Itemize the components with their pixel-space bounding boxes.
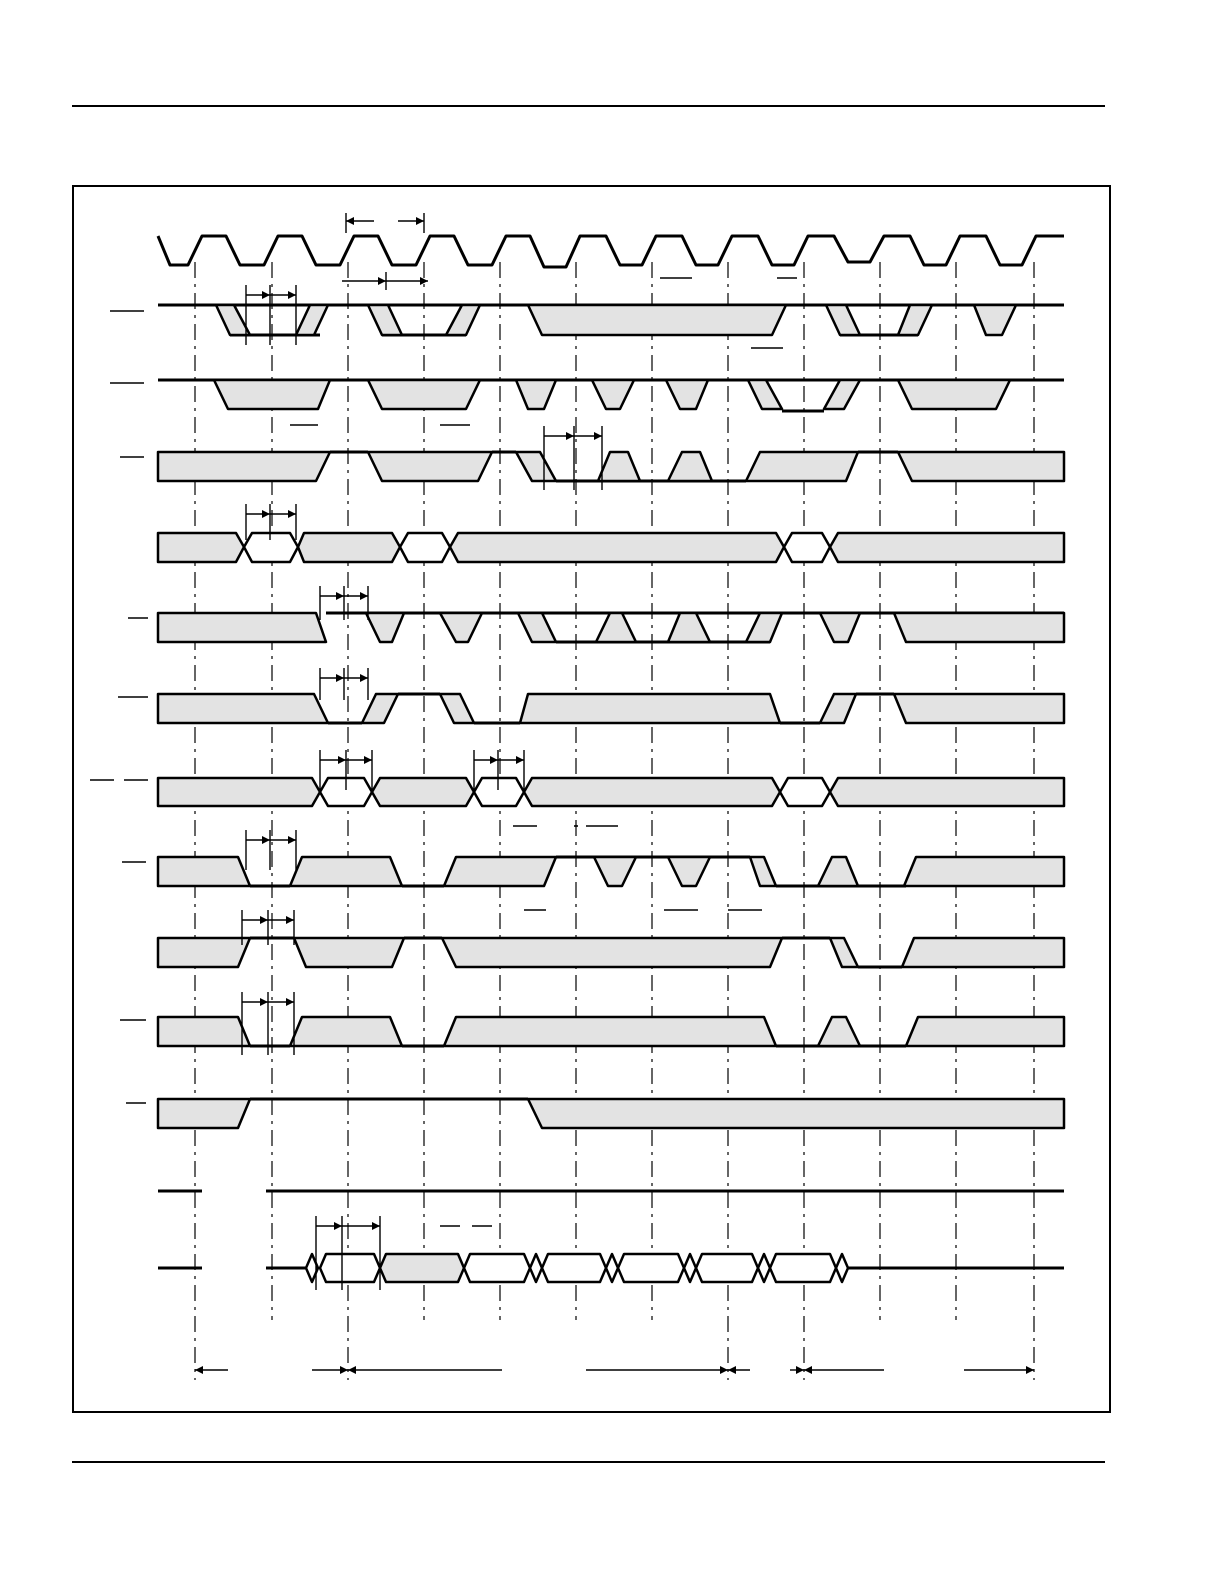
cycle-span-arrows bbox=[195, 1366, 1034, 1374]
arrow-head bbox=[340, 1366, 348, 1374]
signal-label-stubs bbox=[90, 311, 148, 1103]
arrow-head bbox=[288, 291, 296, 299]
bus-invalid bbox=[450, 533, 784, 562]
arrow-head bbox=[566, 432, 574, 440]
bus-valid bbox=[696, 1254, 758, 1282]
transition-region bbox=[158, 1099, 250, 1128]
transition-region bbox=[750, 857, 776, 886]
bus-invalid bbox=[298, 533, 400, 562]
arrow-head bbox=[360, 592, 368, 600]
transition-region bbox=[818, 1017, 860, 1046]
arrow-head bbox=[260, 916, 268, 924]
transition-region bbox=[904, 857, 1064, 886]
arrow-head bbox=[288, 836, 296, 844]
transition-region bbox=[668, 452, 712, 481]
transition-region bbox=[528, 1099, 1064, 1128]
transition-region bbox=[594, 857, 636, 886]
arrow-head bbox=[728, 1366, 736, 1374]
transition-region bbox=[442, 938, 782, 967]
transition-region bbox=[368, 305, 402, 335]
transition-region bbox=[290, 857, 402, 886]
signal-5-waveform bbox=[158, 613, 1064, 642]
transition-region bbox=[296, 305, 328, 335]
transition-region bbox=[516, 380, 556, 409]
arrow-head bbox=[338, 756, 346, 764]
bus-valid bbox=[530, 1254, 542, 1282]
transition-region bbox=[214, 380, 330, 409]
transition-region bbox=[826, 305, 860, 335]
bus-valid bbox=[684, 1254, 696, 1282]
bus-invalid bbox=[158, 533, 244, 562]
transition-region bbox=[368, 452, 492, 481]
transition-region bbox=[830, 938, 858, 967]
bus-valid bbox=[784, 533, 830, 562]
transition-region bbox=[906, 1017, 1064, 1046]
transition-region bbox=[158, 452, 330, 481]
transition-region bbox=[820, 694, 856, 723]
arrow-head bbox=[720, 1366, 728, 1374]
arrow-head bbox=[195, 1366, 203, 1374]
signal-7-bus bbox=[158, 778, 1064, 806]
transition-region bbox=[898, 452, 1064, 481]
transition-region bbox=[596, 613, 636, 642]
bus-valid bbox=[758, 1254, 770, 1282]
transition-region bbox=[368, 380, 480, 409]
signal-11-waveform bbox=[158, 1099, 1064, 1128]
arrow-head bbox=[594, 432, 602, 440]
transition-region bbox=[444, 857, 556, 886]
signal-6-waveform bbox=[158, 694, 1064, 723]
arrow-head bbox=[796, 1366, 804, 1374]
arrow-head bbox=[348, 1366, 356, 1374]
transition-region bbox=[898, 305, 932, 335]
signal-2-waveform bbox=[158, 380, 1064, 411]
signal-3-waveform bbox=[158, 452, 1064, 481]
bus-valid bbox=[464, 1254, 530, 1282]
transition-region bbox=[668, 857, 710, 886]
bus-invalid bbox=[158, 778, 320, 806]
transition-region bbox=[366, 613, 404, 642]
transition-region bbox=[520, 694, 780, 723]
transition-region bbox=[528, 305, 786, 335]
transition-region bbox=[158, 857, 250, 886]
arrow-head bbox=[360, 674, 368, 682]
transition-region bbox=[974, 305, 1016, 335]
bus-valid bbox=[606, 1254, 618, 1282]
transition-region bbox=[894, 613, 1064, 642]
transition-region bbox=[158, 694, 328, 723]
arrow-head bbox=[490, 756, 498, 764]
bus-invalid bbox=[830, 533, 1064, 562]
bus-invalid bbox=[380, 1254, 464, 1282]
transition-region bbox=[516, 452, 556, 481]
arrow-head bbox=[334, 1222, 342, 1230]
arrow-head bbox=[336, 674, 344, 682]
transition-region bbox=[598, 452, 640, 481]
arrow-head bbox=[262, 836, 270, 844]
transition-region bbox=[748, 380, 782, 409]
bus-valid bbox=[542, 1254, 606, 1282]
clock-waveform bbox=[158, 236, 1064, 267]
transition-region bbox=[158, 938, 250, 967]
transition-region bbox=[898, 380, 1010, 409]
arrow-head bbox=[336, 592, 344, 600]
arrow-head bbox=[286, 916, 294, 924]
transition-region bbox=[216, 305, 250, 335]
bus-valid bbox=[320, 1254, 380, 1282]
transition-region bbox=[158, 613, 326, 642]
bus-valid bbox=[474, 778, 524, 806]
transition-region bbox=[746, 452, 858, 481]
bus-invalid bbox=[524, 778, 780, 806]
arrow-head bbox=[288, 510, 296, 518]
arrow-head bbox=[260, 998, 268, 1006]
transition-region bbox=[894, 694, 1064, 723]
transition-region bbox=[818, 857, 858, 886]
arrow-head bbox=[372, 1222, 380, 1230]
transition-region bbox=[820, 613, 860, 642]
arrow-head bbox=[516, 756, 524, 764]
arrow-head bbox=[378, 277, 386, 285]
transition-region bbox=[518, 613, 556, 642]
transition-region bbox=[290, 1017, 402, 1046]
bus-valid bbox=[618, 1254, 684, 1282]
bus-invalid bbox=[830, 778, 1064, 806]
arrow-head bbox=[416, 217, 424, 225]
arrow-head bbox=[346, 217, 354, 225]
transition-region bbox=[444, 1017, 776, 1046]
bus-valid bbox=[400, 533, 450, 562]
transition-region bbox=[746, 613, 782, 642]
signal-4-bus bbox=[158, 533, 1064, 562]
arrow-head bbox=[262, 510, 270, 518]
arrow-head bbox=[804, 1366, 812, 1374]
transition-region bbox=[668, 613, 710, 642]
arrow-head bbox=[1026, 1366, 1034, 1374]
bus-valid bbox=[244, 533, 298, 562]
bus-invalid bbox=[372, 778, 474, 806]
transition-region bbox=[902, 938, 1064, 967]
vertical-guides bbox=[195, 262, 1034, 1380]
bus-valid bbox=[780, 778, 830, 806]
transition-region bbox=[158, 1017, 250, 1046]
transition-region bbox=[824, 380, 860, 409]
transition-region bbox=[294, 938, 404, 967]
signal-8-waveform bbox=[158, 857, 1064, 886]
arrow-head bbox=[286, 998, 294, 1006]
overbar-marks bbox=[290, 278, 797, 1226]
arrow-head bbox=[420, 277, 428, 285]
transition-region bbox=[440, 613, 482, 642]
transition-region bbox=[666, 380, 708, 409]
transition-region bbox=[592, 380, 634, 409]
transition-region bbox=[440, 694, 474, 723]
transition-region bbox=[446, 305, 480, 335]
bus-valid bbox=[836, 1254, 848, 1282]
arrow-head bbox=[262, 291, 270, 299]
signal-13-bus bbox=[158, 1254, 1064, 1282]
signal-1-waveform bbox=[158, 305, 1064, 335]
bus-valid bbox=[770, 1254, 836, 1282]
arrow-head bbox=[364, 756, 372, 764]
